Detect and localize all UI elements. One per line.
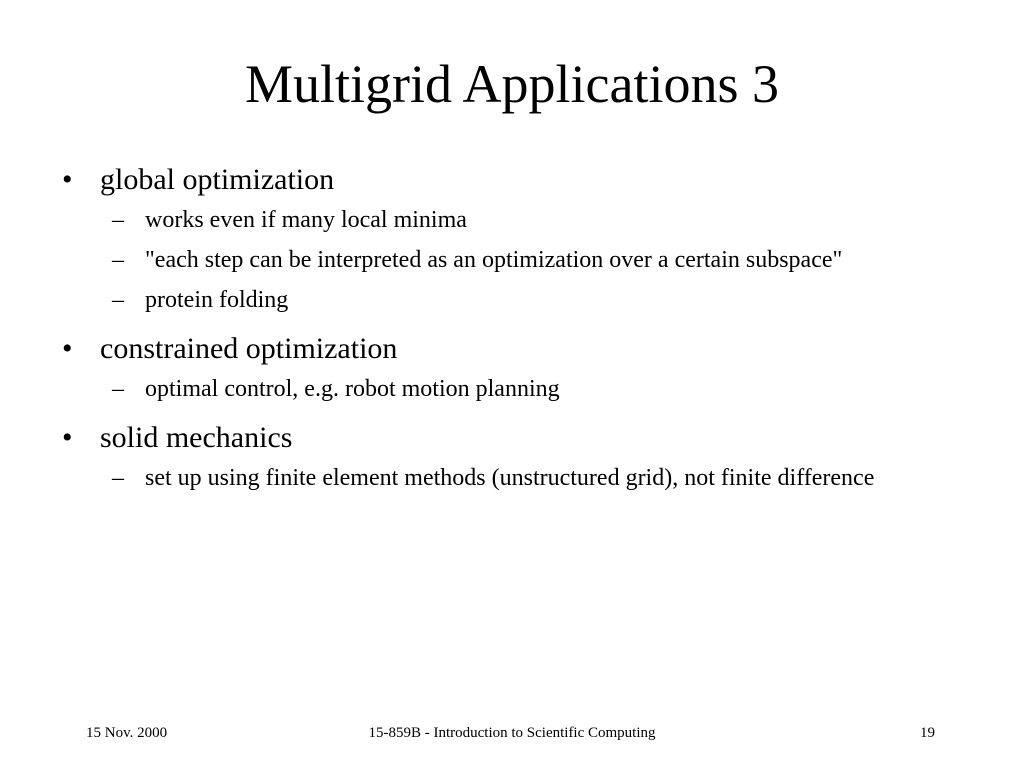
sub-bullet-item xyxy=(62,204,905,237)
sub-bullet-item xyxy=(62,373,905,406)
bullet-item xyxy=(62,162,942,198)
dash-icon: – xyxy=(112,247,124,273)
sub-bullet-text: set up using finite element methods (unstructured grid), not finite difference xyxy=(145,465,875,491)
dash-icon: – xyxy=(112,465,124,491)
footer-page-number: 19 xyxy=(920,725,935,741)
sub-bullet-text: protein folding xyxy=(145,287,289,313)
dash-icon: – xyxy=(112,287,124,313)
bullet-text: constrained optimization xyxy=(100,332,398,365)
bullet-text: solid mechanics xyxy=(100,421,293,454)
sub-bullet-text: works even if many local minima xyxy=(145,207,467,233)
sub-bullet-item xyxy=(62,462,905,495)
sub-bullet-item xyxy=(62,244,905,277)
slide-body xyxy=(62,162,942,495)
sub-bullet-item xyxy=(62,284,905,317)
footer-date: 15 Nov. 2000 xyxy=(86,725,168,741)
bullet-icon: • xyxy=(62,332,73,365)
bullet-text: global optimization xyxy=(100,163,335,196)
sub-bullet-text: optimal control, e.g. robot motion planning xyxy=(145,376,560,402)
bullet-icon: • xyxy=(62,421,73,454)
bullet-icon: • xyxy=(62,163,73,196)
footer-course: 15-859B - Introduction to Scientific Computing xyxy=(368,725,656,741)
dash-icon: – xyxy=(112,207,124,233)
dash-icon: – xyxy=(112,376,124,402)
bullet-item xyxy=(62,420,942,456)
bullet-item xyxy=(62,331,942,367)
sub-bullet-text: "each step can be interpreted as an optimization over a certain subspace" xyxy=(145,247,843,273)
slide-title: Multigrid Applications 3 xyxy=(245,54,779,114)
